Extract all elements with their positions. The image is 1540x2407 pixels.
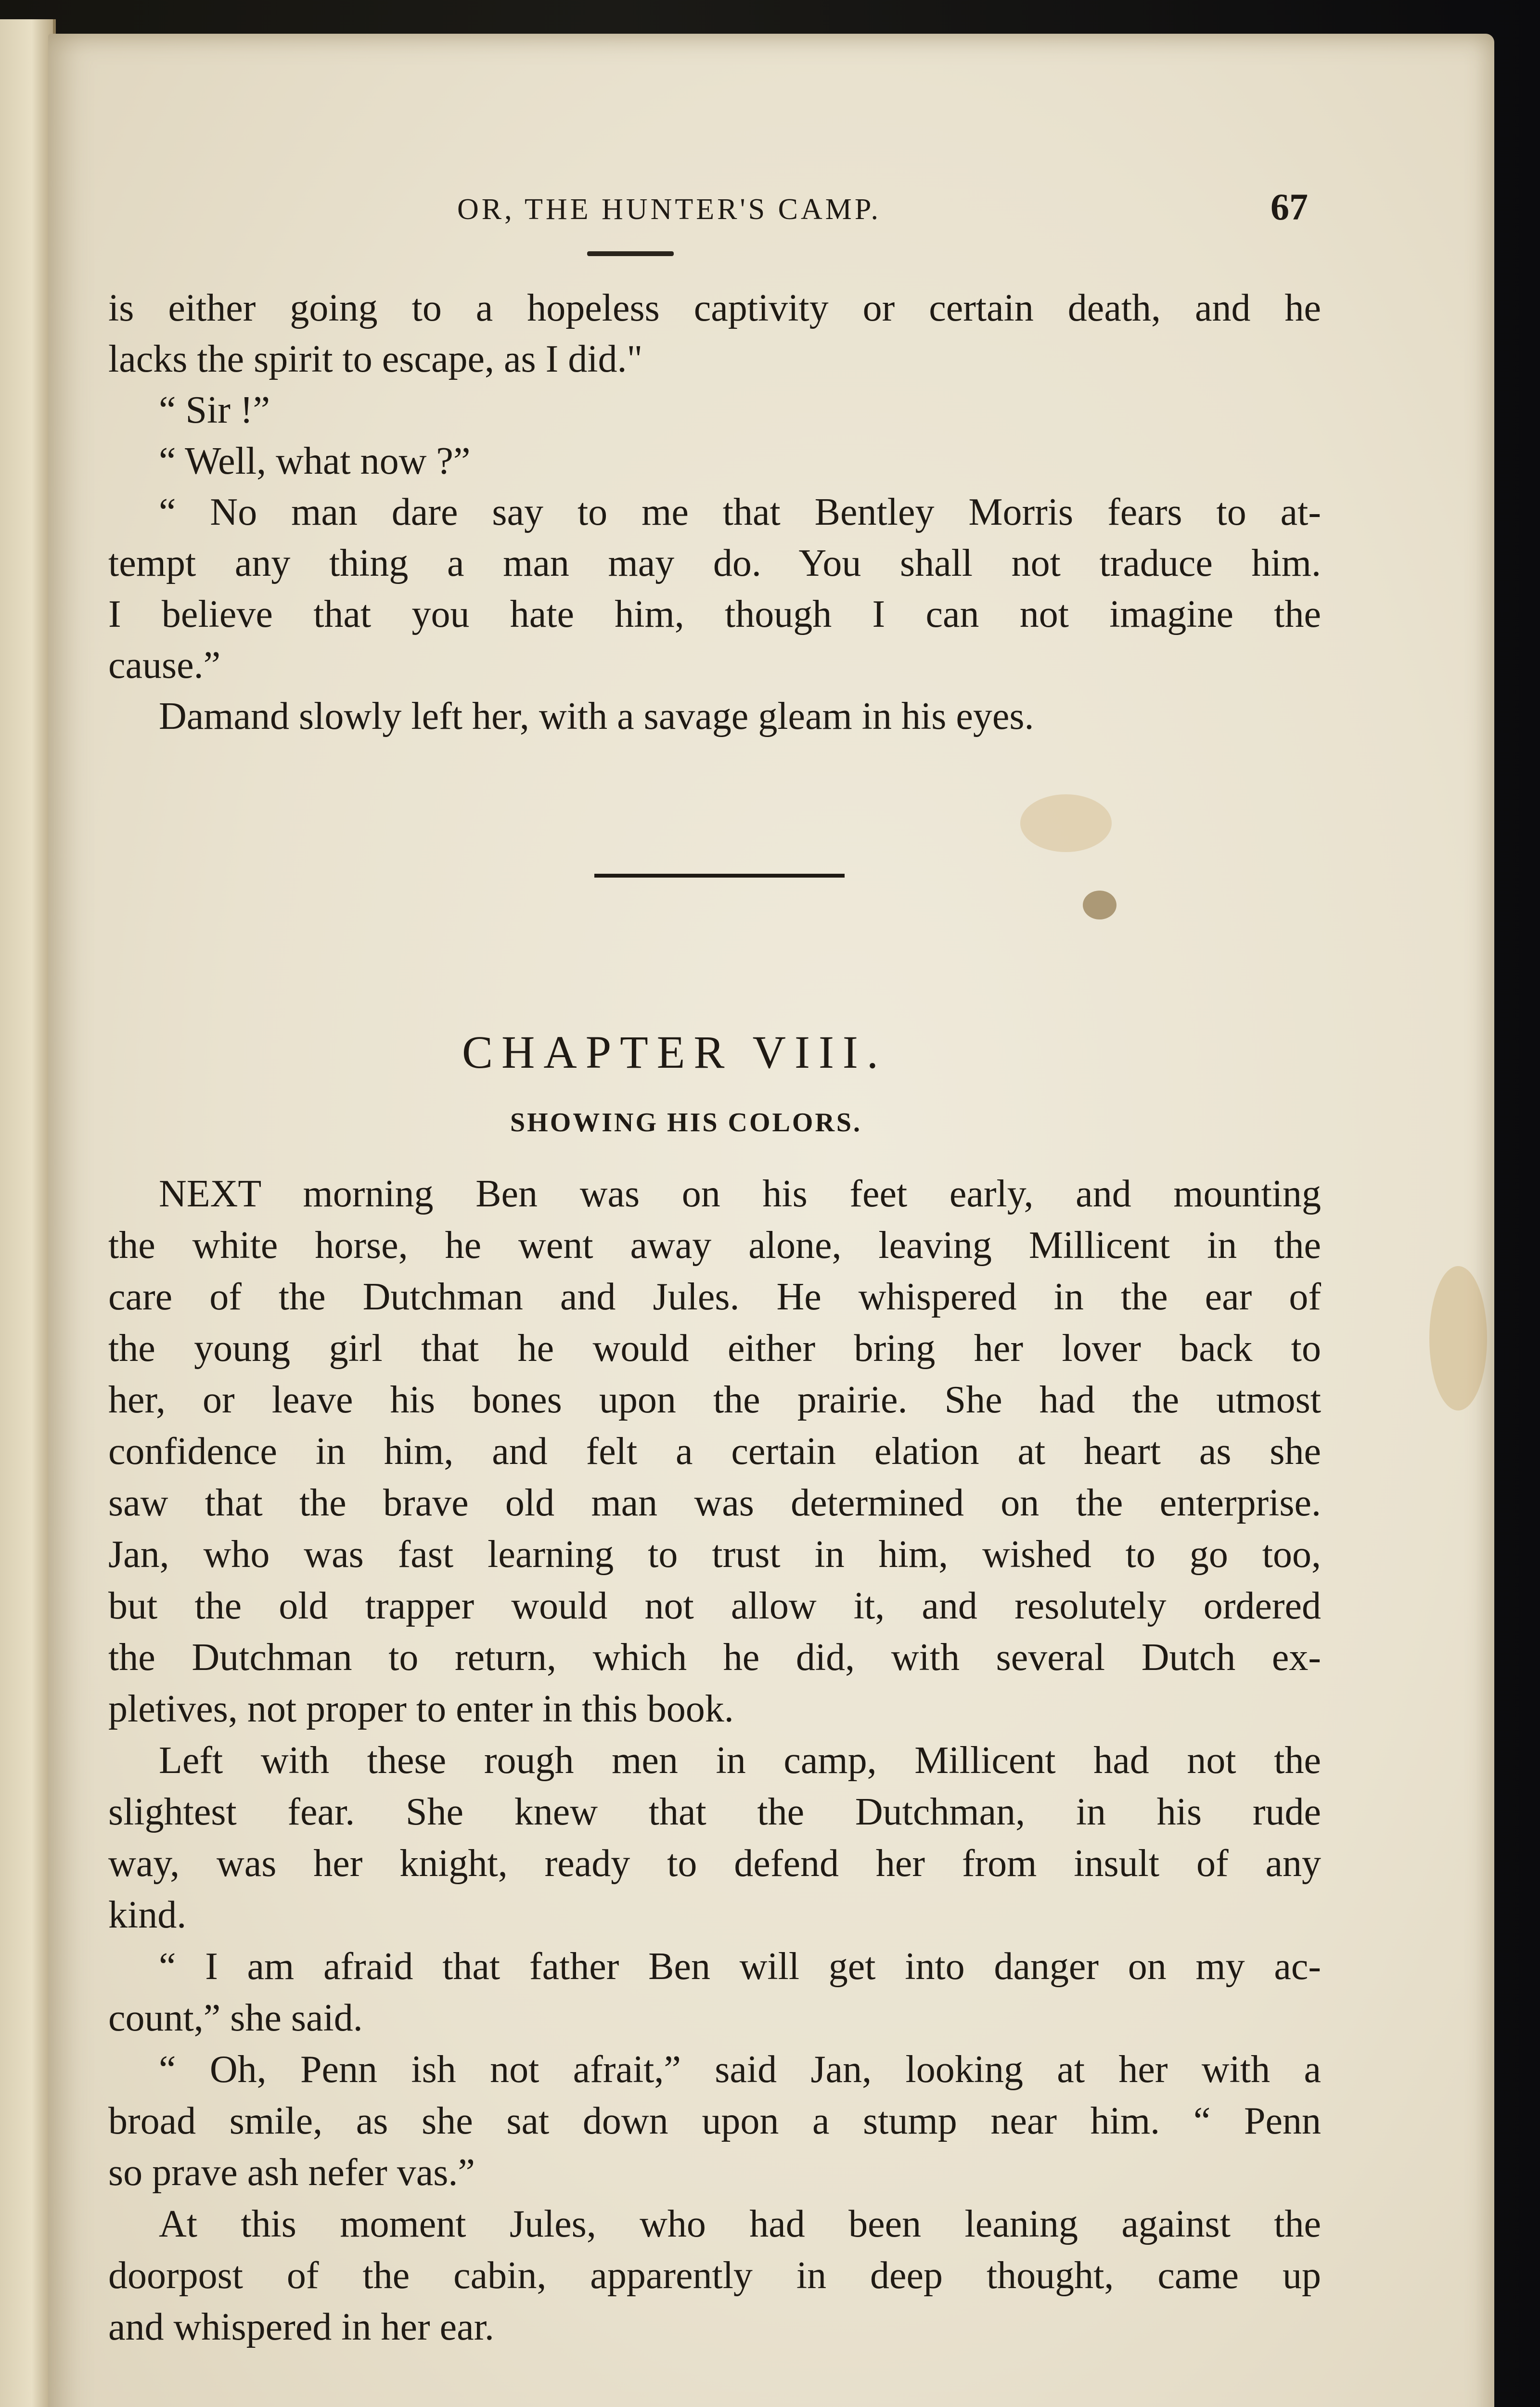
text-line: and whispered in her ear.	[108, 2306, 494, 2348]
text-line: Jan, who was fast learning to trust in him, wished to go too,	[108, 1533, 1321, 1576]
text-line: “ Sir !”	[159, 389, 270, 431]
text-line: Left with these rough men in camp, Millicent had not the	[159, 1739, 1321, 1782]
text-line: the white horse, he went away alone, leaving Millicent in the	[108, 1224, 1321, 1267]
text-line: but the old trapper would not allow it, and resolutely ordered	[108, 1585, 1321, 1627]
text-line: pletives, not proper to enter in this book.	[108, 1688, 734, 1730]
text-line: Damand slowly left her, with a savage gleam in his eyes.	[159, 695, 1034, 738]
paper-stain	[1020, 794, 1112, 852]
text-line: way, was her knight, ready to defend her from insult of any	[108, 1842, 1321, 1885]
text-line: I believe that you hate him, though I can not imagine the	[108, 593, 1321, 635]
text-line: slightest fear. She knew that the Dutchman, in his rude	[108, 1791, 1321, 1833]
chapter-title: CHAPTER VIII.	[462, 1026, 887, 1078]
text-line: count,” she said.	[108, 1997, 363, 2039]
text-line: the young girl that he would either bring her lover back to	[108, 1327, 1321, 1370]
running-head: OR, THE HUNTER'S CAMP.	[457, 193, 881, 226]
header-rule	[587, 251, 674, 256]
text-line: confidence in him, and felt a certain elation at heart as she	[108, 1430, 1321, 1473]
text-line: care of the Dutchman and Jules. He whispered in the ear of	[108, 1276, 1321, 1318]
page-number: 67	[1270, 186, 1308, 228]
paper-stain	[1083, 891, 1116, 919]
chapter-subtitle: SHOWING HIS COLORS.	[510, 1108, 862, 1138]
text-line: “ Oh, Penn ish not afrait,” said Jan, looking at her with a	[159, 2048, 1321, 2091]
text-line: “ I am afraid that father Ben will get into danger on my ac-	[159, 1945, 1321, 1988]
text-line: the Dutchman to return, which he did, with several Dutch ex-	[108, 1636, 1321, 1679]
text-line: “ Well, what now ?”	[159, 440, 471, 482]
section-divider	[594, 874, 845, 878]
text-line: tempt any thing a man may do. You shall not traduce him.	[108, 542, 1321, 584]
previous-page-edge	[0, 19, 56, 2407]
text-line: doorpost of the cabin, apparently in deep thought, came up	[108, 2254, 1321, 2297]
text-line: so prave ash nefer vas.”	[108, 2151, 475, 2194]
text-line: NEXT morning Ben was on his feet early, and mounting	[159, 1173, 1321, 1215]
text-line: At this moment Jules, who had been leaning against the	[159, 2203, 1321, 2245]
text-line: is either going to a hopeless captivity or certain death, and he	[108, 287, 1321, 329]
text-line: her, or leave his bones upon the prairie. She had the utmost	[108, 1379, 1321, 1421]
text-line: “ No man dare say to me that Bentley Morris fears to at-	[159, 491, 1321, 533]
text-line: broad smile, as she sat down upon a stump near him. “ Penn	[108, 2100, 1321, 2142]
text-line: lacks the spirit to escape, as I did."	[108, 338, 643, 380]
text-line: cause.”	[108, 644, 221, 686]
text-line: kind.	[108, 1894, 187, 1936]
paper-stain	[1429, 1266, 1487, 1411]
text-line: saw that the brave old man was determined on the enterprise.	[108, 1482, 1321, 1524]
